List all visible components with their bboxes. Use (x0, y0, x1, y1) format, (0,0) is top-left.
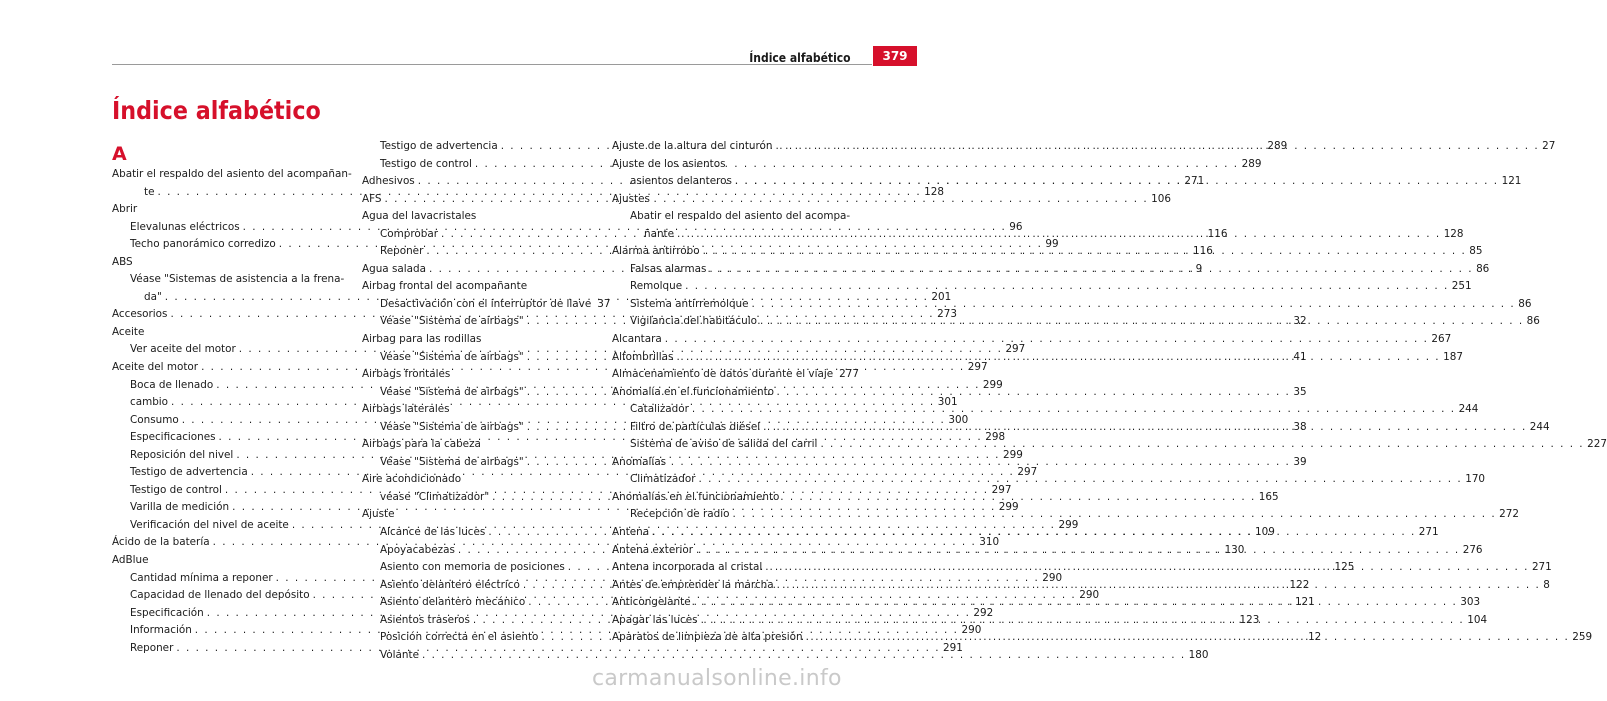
index-page-number: 298 (985, 431, 1006, 444)
index-entry-text: Adhesivos (362, 175, 415, 188)
index-page-number: 35 (1293, 385, 1307, 398)
index-entry-text: Capacidad de llenado del depósito (130, 589, 310, 602)
index-entry-text: Antena exterior (612, 543, 694, 556)
index-entry-text: Ajustes (612, 192, 650, 205)
index-entry-text: Véase "Sistema de airbags" (380, 315, 524, 328)
index-entry-text: Airbags frontales (362, 368, 451, 381)
index-entry (362, 436, 600, 454)
index-page-number: 99 (1045, 238, 1059, 251)
dot-leader (820, 436, 1584, 454)
index-page-number: 267 (1431, 333, 1452, 346)
index-page-number: 128 (1443, 227, 1464, 240)
index-page-number: 201 (931, 290, 952, 303)
index-entry-text: Falsas alarmas (630, 262, 707, 275)
index-page-number: 165 (1258, 490, 1279, 503)
index-entry-text: Ver aceite del motor (130, 343, 236, 356)
index-page-number: 104 (1467, 613, 1488, 626)
index-entry-text: AdBlue (112, 554, 149, 567)
index-entry-text: Remolque (630, 280, 683, 293)
index-entry-text: Accesorios (112, 308, 168, 321)
index-entry (612, 331, 1452, 349)
index-entry-text: Especificaciones (130, 431, 216, 444)
index-page-number: 310 (979, 536, 1000, 549)
index-entry-text: Véase "Sistema de airbags" (380, 455, 524, 468)
index-entry-text: Apoyacabezas (380, 543, 455, 556)
index-entry-text: Aparatos de limpieza de alta presión (612, 631, 803, 644)
index-page-number: 37 (597, 297, 611, 310)
index-page-number: 244 (1458, 403, 1479, 416)
index-entry-text: Abatir el respaldo del asiento del acompa- (630, 210, 851, 223)
index-page-number: 116 (1207, 227, 1228, 240)
index-entry-text: da" (144, 290, 162, 303)
index-entry-text: Sistema antirremolque (630, 297, 749, 310)
index-page-number: 187 (1443, 350, 1463, 363)
index-page-number: 289 (1267, 140, 1288, 152)
index-entry-text: Véase "Sistema de airbags" (380, 420, 524, 433)
dot-leader (492, 489, 1256, 507)
index-page-number: 106 (1151, 192, 1172, 205)
dot-leader (694, 594, 1458, 612)
dot-leader (765, 559, 1529, 577)
index-entry-text: Cantidad mínima a reponer (130, 571, 273, 584)
index-entry-text: Apagar las luces (612, 613, 698, 626)
index-entry-text: Airbags para la cabeza (362, 438, 481, 451)
dot-leader (735, 173, 1499, 191)
index-page-number: 8 (1543, 578, 1550, 591)
index-entry-text: Anomalías (612, 455, 667, 468)
index-page-number: 125 (1334, 561, 1355, 574)
index-page-number: 96 (1009, 220, 1023, 233)
index-page-number: 301 (937, 396, 958, 409)
dot-leader (422, 647, 1186, 665)
index-entry (362, 278, 600, 296)
index-page-number: 86 (1526, 315, 1540, 328)
index-page-number: 39 (1293, 455, 1307, 468)
index-page-number: 300 (948, 413, 969, 426)
index-entry (112, 201, 350, 219)
index-page-number: 128 (924, 185, 944, 198)
index-entry-text: Reposición del nivel (130, 448, 234, 461)
index-page-number: 290 (961, 624, 982, 637)
index-page-number: 259 (1572, 631, 1593, 644)
index-entry-text: Techo panorámico corredizo (130, 238, 276, 251)
index-page-number: 297 (1005, 343, 1026, 356)
index-entry (612, 384, 850, 402)
index-page-number: 299 (982, 378, 1003, 391)
index-entry-text: Airbag para las rodillas (362, 333, 482, 346)
index-entry-text: Boca de llenado (130, 378, 214, 391)
dot-leader (732, 506, 1496, 524)
index-page-number: 86 (1476, 262, 1490, 275)
index-entry (362, 471, 600, 489)
dot-leader (777, 577, 1541, 595)
index-entry (612, 489, 850, 507)
index-entry (612, 191, 850, 209)
index-page-number: 271 (1418, 526, 1439, 539)
dot-leader (475, 156, 1239, 174)
index-entry (112, 166, 350, 184)
index-entry (362, 331, 600, 349)
index-entry-text: Alcance de las luces (380, 526, 486, 539)
watermark: carmanualsonline.info (592, 666, 842, 691)
index-entry (112, 324, 350, 342)
index-entry-text: Sistema de aviso de salida del carril (630, 438, 818, 451)
index-entry (612, 278, 1472, 296)
dot-leader (699, 471, 1463, 489)
index-page-number: 32 (1293, 315, 1307, 328)
index-entry-text: Ajuste de los asientos (612, 157, 726, 170)
section-letter: A (112, 143, 127, 165)
index-entry-text: véase "Climatizador" (380, 490, 490, 503)
index-entry (362, 401, 600, 419)
dot-leader (760, 313, 1524, 331)
index-entry-text: Véase "Sistema de airbags" (380, 385, 524, 398)
index-page-number: 170 (1465, 473, 1486, 486)
index-entry-text: Asientos traseros (380, 613, 470, 626)
dot-leader (652, 524, 1416, 542)
dot-leader (696, 542, 1460, 560)
index-entry-text: Anomalía en el funcionamiento (612, 385, 775, 398)
index-entry-text: Antes de emprender la marcha (612, 578, 774, 591)
index-page-number: 12 (1308, 631, 1322, 644)
index-page-number: 121 (1294, 596, 1315, 609)
dot-leader (685, 278, 1449, 296)
index-entry-text: Verificación del nivel de aceite (130, 518, 289, 531)
index-entry-text: Anticongelante (612, 596, 691, 609)
index-entry-text: Testigo de advertencia (380, 140, 498, 152)
index-page-number: 297 (991, 483, 1012, 496)
index-entry-text: Ácido de la batería (112, 536, 210, 549)
index-entry-text: Alcantara (612, 333, 662, 346)
index-page-number: 292 (973, 606, 994, 619)
index-page-number: 244 (1529, 420, 1550, 433)
index-page-number: 271 (1531, 561, 1552, 574)
dot-leader (763, 419, 1527, 437)
index-entry-text: Aire acondicionado (362, 473, 462, 486)
dot-leader (701, 612, 1465, 630)
index-entry (362, 506, 600, 524)
index-entry-text: Especificación (130, 606, 204, 619)
index-entry-text: Elevalunas eléctricos (130, 220, 240, 233)
index-entry-text: Agua del lavacristales (362, 210, 477, 223)
index-entry-text: Anomalías en el funcionamiento (612, 490, 780, 503)
index-page-number: 130 (1224, 543, 1245, 556)
index-entry-text: Agua salada (362, 262, 426, 275)
index-page-number: 123 (1239, 613, 1260, 626)
index-page-number: 109 (1255, 526, 1275, 539)
dot-leader (752, 296, 1516, 314)
index-entry-text: Volante (380, 648, 419, 661)
index-entry-text: ABS (112, 255, 133, 268)
index-page-number: 116 (1193, 245, 1213, 258)
index-entry-text: Testigo de control (130, 483, 222, 496)
index-entry-text: Almacenamiento de datos durante el viaje (612, 368, 834, 381)
index-entry-text: Reponer (130, 641, 174, 654)
index-entry (362, 296, 611, 314)
index-page-number: 277 (839, 368, 859, 381)
index-entry-text: Abrir (112, 203, 138, 216)
index-page-number: 38 (1293, 420, 1307, 433)
index-entry-text: te (144, 185, 155, 198)
index-entry-text: Posición correcta en el asiento (380, 631, 539, 644)
index-entry-text: Véase "Sistemas de asistencia a la frena- (130, 273, 345, 286)
index-page-number: 276 (1462, 543, 1483, 556)
index-entry-text: Antena (612, 526, 650, 539)
index-page-number: 297 (1017, 466, 1038, 479)
index-entry-text: Asiento delantero eléctrico (380, 578, 520, 591)
index-entry (112, 271, 350, 289)
index-page-number: 85 (1469, 245, 1483, 258)
index-entry-text: Consumo (130, 413, 179, 426)
index-entry-text: Ajuste de la altura del cinturón (612, 140, 773, 152)
index-entry-text: Comprobar (380, 227, 438, 240)
index-entry-text: Airbag frontal del acompañante (362, 280, 528, 293)
index-entry-text: asientos delanteros (630, 175, 732, 188)
index-page-number: 41 (1293, 350, 1307, 363)
index-entry-text: Airbags laterales (362, 403, 450, 416)
index-entry-text: Recepción de radio (630, 508, 730, 521)
index-entry (612, 261, 1490, 279)
index-entry-text: Varilla de medición (130, 501, 230, 514)
index-page-number: 299 (1058, 518, 1079, 531)
dot-leader (665, 331, 1429, 349)
index-page-number: 303 (1460, 596, 1481, 609)
index-entry-text: Testigo de control (380, 157, 472, 170)
index-entry-text: Alarma antirrobo (612, 245, 700, 258)
index-page-number: 299 (1003, 448, 1023, 461)
page-title: Índice alfabético (112, 96, 321, 125)
index-entry (612, 156, 850, 174)
index-entry-text: Abatir el respaldo del asiento del acompañan- (112, 168, 352, 180)
index-entry (362, 366, 600, 384)
index-entry-text: Filtro de partículas diésel (630, 420, 761, 433)
index-entry-text: Información (130, 624, 192, 637)
index-entry-text: Antena incorporada al cristal (612, 561, 763, 574)
index-entry-text: Alfombrillas (612, 350, 674, 363)
index-entry-text: Véase "Sistema de airbags" (380, 350, 524, 363)
dot-leader (806, 629, 1570, 647)
index-entry (612, 454, 850, 472)
index-entry-text: Vigilancia del habitáculo (630, 315, 757, 328)
index-entry-text: Desactivación con el interruptor de llave (380, 297, 592, 310)
index-entry-text: Asiento con memoria de posiciones (380, 561, 565, 574)
index-page-number: 86 (1518, 297, 1532, 310)
dot-leader (692, 401, 1456, 419)
index-page-number: 290 (1079, 589, 1100, 602)
dot-leader (677, 226, 1441, 244)
index-entry-text: ñante (644, 227, 675, 240)
dot-leader (775, 138, 1539, 156)
index-page-number: 299 (998, 501, 1019, 514)
index-page-number: 291 (943, 641, 963, 654)
index-entry (612, 208, 850, 226)
index-entry (112, 552, 350, 570)
index-entry-text: Testigo de advertencia (130, 466, 248, 479)
index-entry-text: Ajuste (362, 508, 395, 521)
index-entry-text: cambio (130, 396, 169, 409)
index-page-number: 121 (1501, 175, 1522, 188)
index-entry-text: Climatizador (630, 473, 696, 486)
dot-leader (703, 243, 1467, 261)
index-entry-text: Asiento delantero mecánico (380, 596, 526, 609)
index-page-number: 273 (937, 308, 957, 321)
dot-leader (676, 349, 1440, 367)
index-page-number: 227 (1587, 438, 1607, 451)
index-entry (362, 208, 600, 226)
index-page-number: 271 (1184, 175, 1205, 188)
index-page-number: 9 (1195, 262, 1203, 275)
index-entry-text: Aceite (112, 325, 145, 338)
index-page-number: 27 (1542, 140, 1556, 152)
index-page-number: 122 (1289, 578, 1310, 591)
index-page-number: 289 (1241, 157, 1262, 170)
index-page-number: 297 (967, 361, 988, 374)
index-entry-text: Reponer (380, 245, 424, 258)
index-entry-text: Aceite del motor (112, 361, 199, 374)
index-page-number: 290 (1042, 571, 1063, 584)
index-page-number: 272 (1499, 508, 1519, 521)
page-number-badge: 379 (873, 46, 917, 66)
index-entry-text: AFS (362, 192, 382, 205)
index-entry (112, 254, 350, 272)
index-page-number: 251 (1451, 280, 1472, 293)
dot-leader (709, 261, 1473, 279)
index-entry (612, 366, 859, 384)
index-entry-text: Catalizador (630, 403, 689, 416)
index-page-number: 180 (1188, 648, 1209, 661)
running-header-title: Índice alfabético (749, 51, 851, 65)
